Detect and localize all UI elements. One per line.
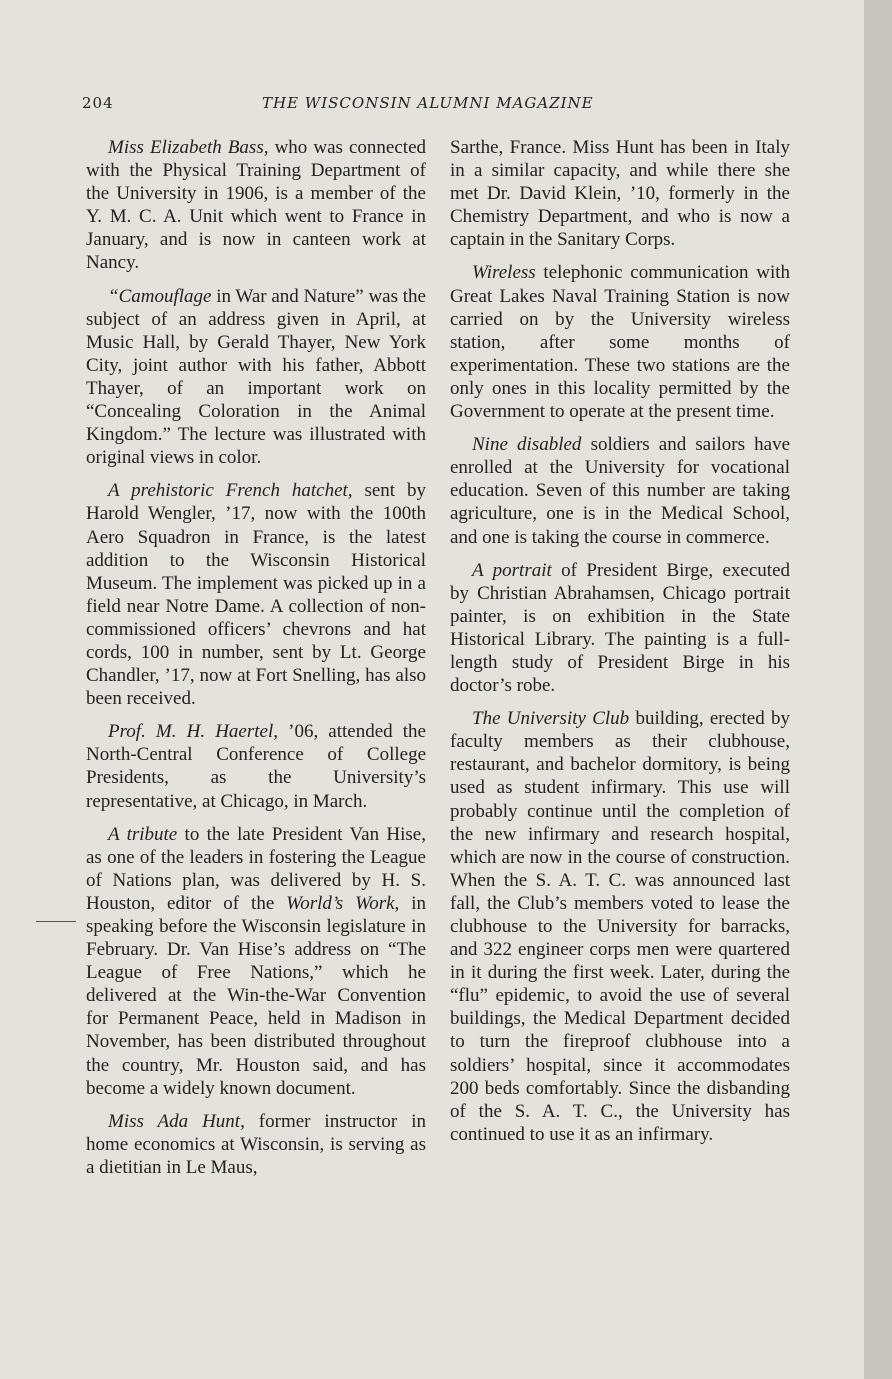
item-bass: Miss Elizabeth Bass, who was connected with the Physical Training Department of the University in 1906, is a member of the Y. M. C. A. Unit which went to France in January, and is now in canteen work at Nancy. <box>86 137 427 274</box>
item-haertel: Prof. M. H. Haertel, ’06, attended the North-Central Conference of College Presidents, as the University’s representative, at Chicago, in March. <box>86 721 426 812</box>
margin-pencil-mark <box>36 921 76 922</box>
page-number: 204 <box>82 94 114 112</box>
item-wireless: Wireless telephonic communication with Great Lakes Naval Training Station is now carried on by the University wireless station, after some months of experimentation. These two stations are the only ones in this locality permitted by the Government to operate at the present time. <box>450 262 790 423</box>
item-hunt-continued: Sarthe, France. Miss Hunt has been in Italy in a similar capacity, and while there she met Dr. David Klein, ’10, formerly in the Chemistry Department, and who is now a captain in the Sanitary Corps. <box>450 137 790 251</box>
running-header <box>82 94 782 116</box>
item-portrait: A portrait of President Birge, executed by Christian Abrahamsen, Chicago portrait painter, is on exhibition in the State Historical Library. The painting is a full-length study of President Birge in his doctor’s robe. <box>450 559 791 697</box>
item-disabled: Nine disabled soldiers and sailors have enrolled at the University for vocational education. Seven of this number are taking agriculture, one is in the Medical School, and one is taking the course in commerce. <box>450 434 790 548</box>
item-hatchet: A prehistoric French hatchet, sent by Harold Wengler, ’17, now with the 100th Aero Squadron in France, is the latest addition to the Wisconsin Historical Museum. The implement was picked up in a field near Notre Dame. A collection of non-commissioned officers’ chevrons and hat cords, 100 in number, sent by Lt. George Chandler, ’17, now at Fort Snelling, has also been received. <box>86 480 426 710</box>
item-camouflage: “Camouflage in War and Nature” was the subject of an address given in April, at Music Hall, by Gerald Thayer, New York City, joint author with his father, Abbott Thayer, of an important work on “Concealing Coloration in the Animal Kingdom.” The lecture was illustrated with original views in color. <box>86 285 426 469</box>
item-hunt: Miss Ada Hunt, former instructor in home economics at Wisconsin, is serving as a dietitian in Le Maus, <box>86 1110 426 1178</box>
magazine-title: THE WISCONSIN ALUMNI MAGAZINE <box>262 94 594 112</box>
item-tribute: A tribute to the late President Van Hise, as one of the leaders in fostering the League of Nations plan, was delivered by H. S. Houston, editor of the World’s Work, in speaking before the Wisconsin legislature in February. Dr. Van Hise’s address on “The League of Free Nations,” which he delivered at the Win-the-War Convention for Permanent Peace, held in Madison in November, has been distributed throughout the country, Mr. Houston said, and has become a widely known document. <box>86 823 426 1099</box>
right-column <box>450 136 790 1156</box>
item-university-club: The University Club building, erected by faculty members as their clubhouse, restaurant, and bachelor dormitory, is being used as student infirmary. This use will probably continue until the completion of the new infirmary and research hospital, which are now in the course of construction. When the S. A. T. C. was announced last fall, the Club’s members voted to lease the clubhouse to the University for barracks, and 322 engineer corps men were quartered in it during the first week. Later, during the “flu” epidemic, to avoid the use of several buildings, the Medical Department decided to turn the fireproof clubhouse into a soldiers’ hospital, since it accommodates 200 beds comfortably. Since the disbanding of the S. A. T. C., the University has continued to use it as an infirmary. <box>450 708 790 1145</box>
left-column <box>86 136 426 1189</box>
page-edge <box>864 0 892 1379</box>
